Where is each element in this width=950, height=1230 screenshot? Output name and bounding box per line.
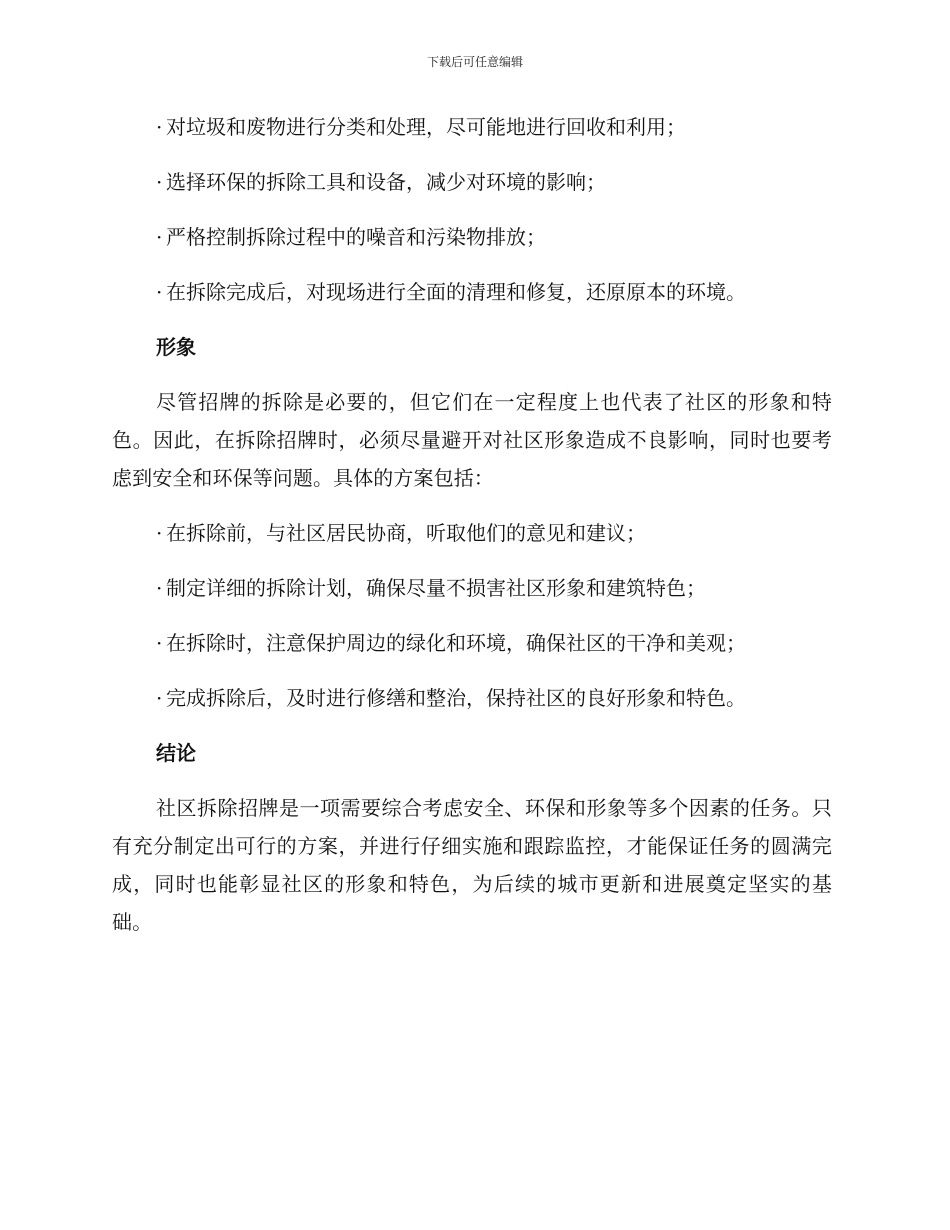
bullet-dot: · (156, 686, 163, 710)
list-item-text: 在拆除前，与社区居民协商，听取他们的意见和建议； (166, 521, 646, 545)
bullet-dot: · (156, 225, 163, 249)
list-item-text: 在拆除完成后，对现场进行全面的清理和修复，还原原本的环境。 (166, 280, 746, 304)
list-item-text: 在拆除时，注意保护周边的绿化和环境，确保社区的干净和美观； (166, 631, 746, 655)
list-item-text: 严格控制拆除过程中的噪音和污染物排放； (166, 225, 546, 249)
list-item-text: 选择环保的拆除工具和设备，减少对环境的影响； (166, 170, 606, 194)
bullet-dot: · (156, 576, 163, 600)
bullet-dot: · (156, 280, 163, 304)
section-paragraph-conclusion: 社区拆除招牌是一项需要综合考虑安全、环保和形象等多个因素的任务。只有充分制定出可行的方案，并进行仔细实施和跟踪监控，才能保证任务的圆满完成，同时也能彰显社区的形象和特色，为后续的城市更新和进展奠定坚实的基础。 (112, 796, 832, 934)
bullet-dot: · (156, 631, 163, 655)
list-item (112, 514, 832, 552)
page-header-note: 下载后可任意编辑 (426, 55, 523, 69)
list-item-text: 对垃圾和废物进行分类和处理，尽可能地进行回收和利用； (166, 115, 686, 139)
document-body (112, 108, 832, 941)
section-paragraph-image: 尽管招牌的拆除是必要的，但它们在一定程度上也代表了社区的形象和特色。因此，在拆除招牌时，必须尽量避开对社区形象造成不良影响，同时也要考虑到安全和环保等问题。具体的方案包括： (112, 390, 832, 490)
list-item (112, 108, 832, 146)
section-heading-conclusion: 结论 (156, 741, 196, 765)
list-item (112, 624, 832, 662)
section-heading-image: 形象 (156, 335, 196, 359)
list-item (112, 679, 832, 717)
list-item (112, 163, 832, 201)
bullet-dot: · (156, 170, 163, 194)
bullet-dot: · (156, 521, 163, 545)
list-item (112, 273, 832, 311)
list-item (112, 218, 832, 256)
list-item (112, 569, 832, 607)
list-item-text: 完成拆除后，及时进行修缮和整治，保持社区的良好形象和特色。 (166, 686, 746, 710)
bullet-dot: · (156, 115, 163, 139)
list-item-text: 制定详细的拆除计划，确保尽量不损害社区形象和建筑特色； (166, 576, 706, 600)
